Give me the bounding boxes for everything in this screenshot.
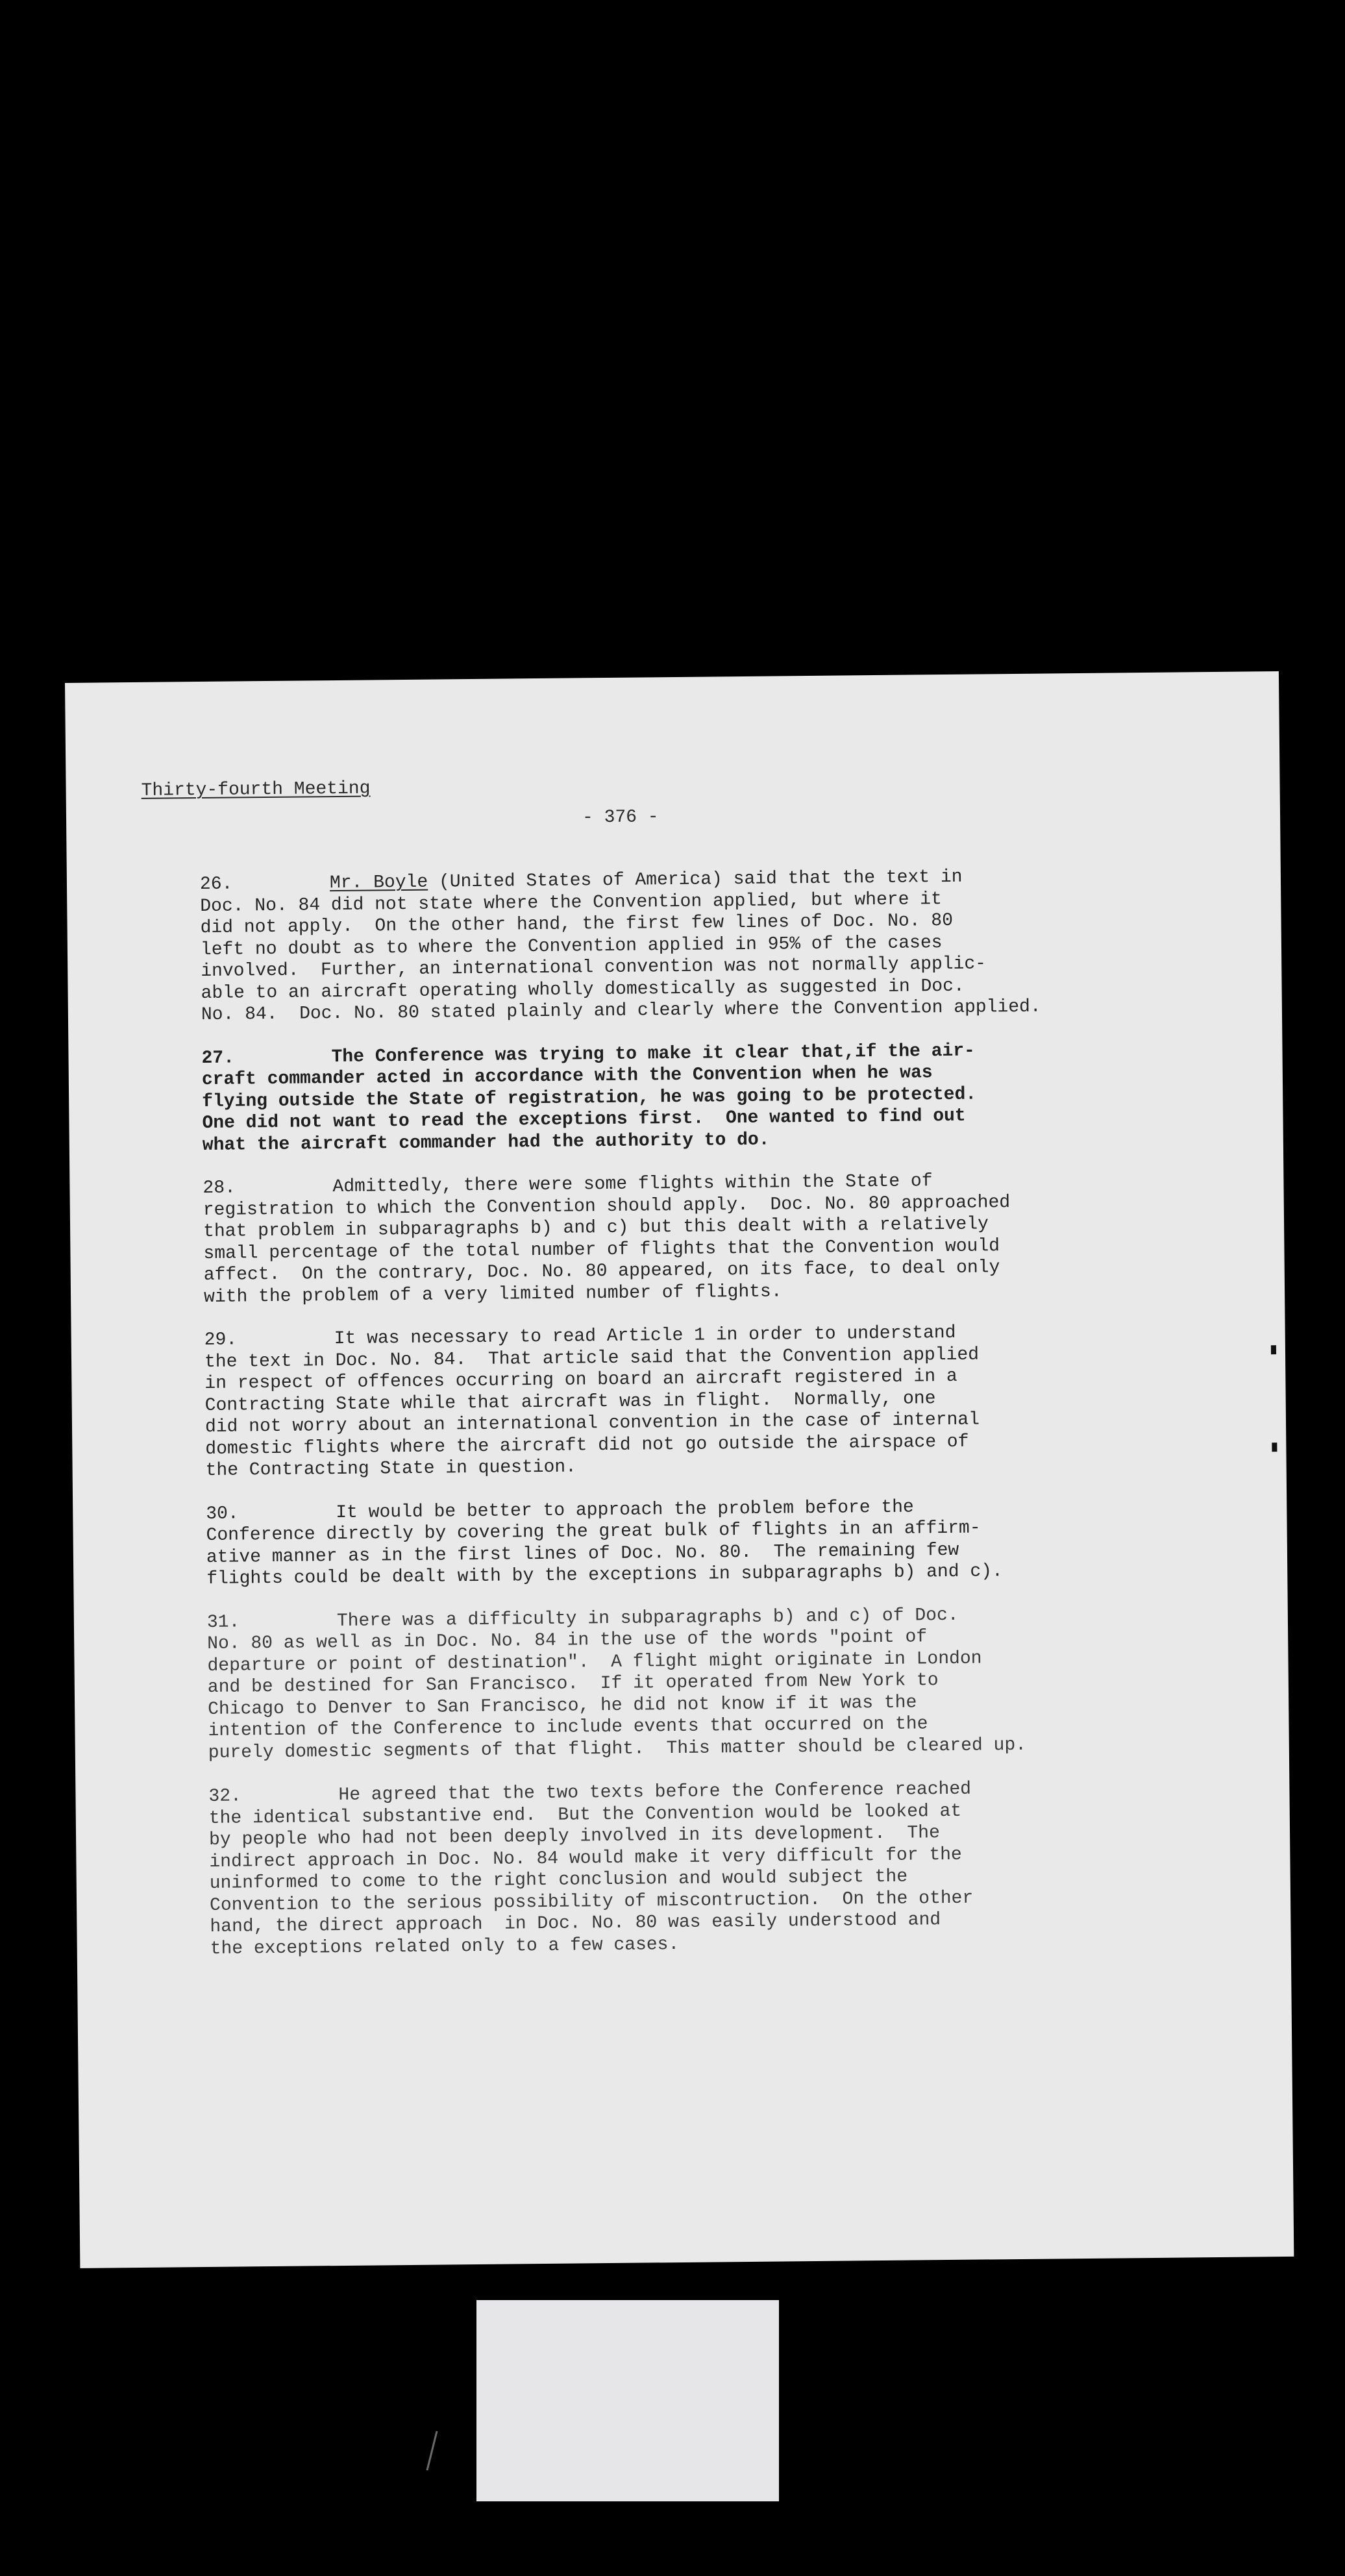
paragraph-number: 27. — [201, 1048, 235, 1069]
paragraph-32 — [208, 1777, 1139, 1960]
paragraph-list — [200, 865, 1139, 1981]
paragraph-text: It would be better to approach the problem before the Conference directly by covering the great bulk of flights in an affirm- ative manner as in the first lines of Doc. No. 80. The remaining few flights could be dealt with by the exceptions in subparagraphs b) and c). — [206, 1497, 1003, 1589]
paragraph-number: 26. — [199, 874, 233, 895]
paragraph-number: 32. — [208, 1786, 242, 1807]
paragraph-text: The Conference was trying to make it clear that,if the air- craft commander acted in accordance with the Convention when he was flying outside the State of registration, he was going to be protected. One did not want to read the exceptions first. One wanted to find out what the aircraft commander had the authority to do. — [201, 1041, 977, 1156]
edge-mark — [1272, 1443, 1277, 1452]
paragraph-number: 28. — [203, 1178, 236, 1198]
scratch-mark — [426, 2431, 438, 2471]
paragraph-text: Admittedly, there were some flights within the State of registration to which the Convention should apply. Doc. No. 80 approached that problem in subparagraphs b) and c) but this dealt with a relatively small percentage of the total number of flights that the Convention would affect. On the contrary, Doc. No. 80 appeared, on its face, to deal only with the problem of a very limited number of flights. — [203, 1171, 1011, 1307]
page-number: - 376 - — [582, 807, 659, 828]
paragraph-text: There was a difficulty in subparagraphs b) and c) of Doc. No. 80 as well as in Doc. No. 84 in the use of the words "point of departure or point of destination". A flight might originate in London and be destined for San Francisco. If it operated from New York to Chicago to Denver to San Francisco, he did not know if it was the intention of the Conference to include events that occurred on the purely domestic segments of that flight. This matter should be cleared up. — [207, 1605, 1027, 1763]
paragraph-text: It was necessary to read Article 1 in order to understand the text in Doc. No. 84. That article said that the Convention applied in respect of offences occurring on board an aircraft registered in a Contracting State while that aircraft was in flight. Normally, one did not worry about an international convention in the case of internal domestic flights where the aircraft did not go outside the airspace of the Contracting State in question. — [204, 1322, 980, 1481]
paragraph-28 — [203, 1169, 1132, 1308]
paragraph-text: He agreed that the two texts before the Conference reached the identical substantive end. But the Convention would be looked at by people who had not been deeply involved in its development. The indirect approach in Doc. No. 84 would make it very difficult for the uninformed to come to the right conclusion and would subject the Convention to the serious possibility of miscontruction. On the other hand, the direct approach in Doc. No. 80 was easily understood and the exceptions related only to a few cases. — [208, 1779, 974, 1959]
document-page — [65, 671, 1294, 2268]
paragraph-30 — [206, 1494, 1135, 1591]
paragraph-27 — [201, 1039, 1131, 1156]
blank-card — [476, 2300, 779, 2501]
paragraph-number: 30. — [206, 1503, 239, 1524]
paragraph-31 — [207, 1603, 1137, 1764]
paragraph-number: 29. — [204, 1330, 238, 1350]
paragraph-26 — [200, 865, 1129, 1026]
paragraph-number: 31. — [206, 1611, 240, 1633]
speaker-name: Mr. Boyle — [329, 872, 428, 894]
meeting-title: Thirty-fourth Meeting — [141, 778, 371, 801]
paragraph-text: (United States of America) said that the text in Doc. No. 84 did not state where the Convention applied, but where it did not apply. On the other hand, the first few lines of Doc. No. 80 left no doubt as to where the Convention applied in 95% of the cases involved. Further, an international convention was not normally applic- able to an aircraft operating wholly domestically as suggested in Doc. No. 84. Doc. No. 80 stated plainly and clearly where the Convention applied. — [200, 867, 1041, 1026]
edge-mark — [1271, 1345, 1276, 1354]
paragraph-29 — [204, 1320, 1134, 1481]
